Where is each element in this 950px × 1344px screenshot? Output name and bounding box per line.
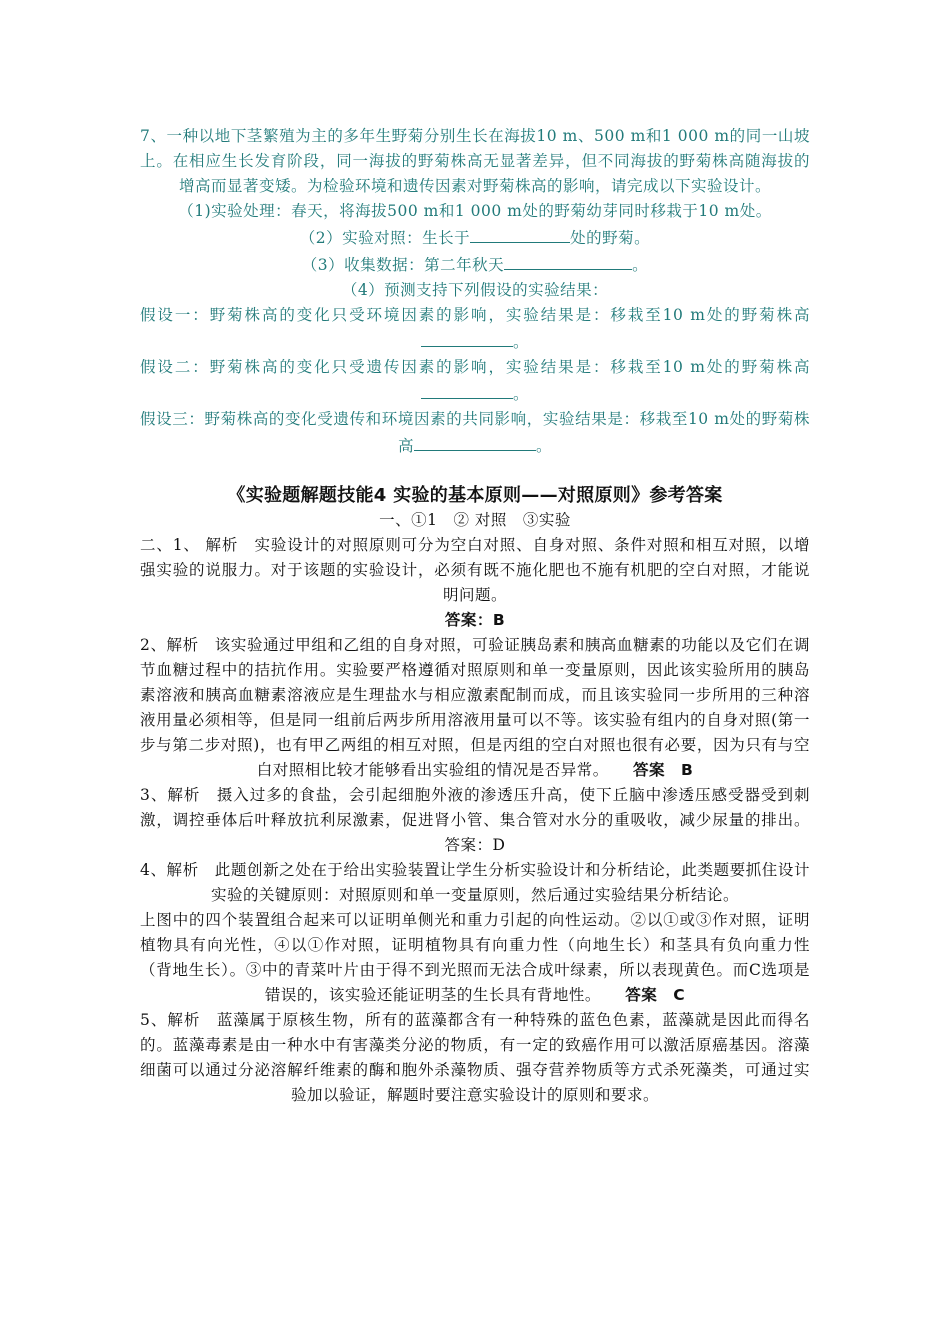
question-7-step-4: （4）预测支持下列假设的实验结果： bbox=[341, 281, 609, 299]
answer-title: 《实验题解题技能4 实验的基本原则——对照原则》参考答案 bbox=[227, 485, 723, 506]
document-page bbox=[140, 124, 810, 1108]
answer-2: 2、解析 该实验通过甲组和乙组的自身对照，可验证胰岛素和胰高血糖素的功能以及它们在调节血糖过程中的拮抗作用。实验要严格遵循对照原则和单一变量原则，因此该实验所用的胰岛素溶液和胰高血糖素溶液应是生理盐水与相应激素配制而成，而且该实验同一步所用的三种溶液用量必须相等，但是同一组前后两步所用溶液用量可以不等。该实验有组内的自身对照(第一步与第二步对照)，也有甲乙两组的相互对照，但是丙组的空白对照也很有必要，因为只有与空白对照相比较才能够看出实验组的情况是否异常。 答案 B bbox=[140, 636, 810, 779]
hypothesis-2: 假设二：野菊株高的变化只受遗传因素的影响，实验结果是：移栽至10 m处的野菊株高。 bbox=[140, 358, 810, 403]
question-7-step-1: （1)实验处理：春天，将海拔500 m和1 000 m处的野菊幼芽同时移栽于10 m处。 bbox=[178, 202, 772, 220]
answer-section bbox=[140, 483, 810, 1108]
blank-hypothesis-3[interactable] bbox=[414, 432, 536, 451]
answer-2-key: 答案 B bbox=[632, 761, 694, 779]
question-7-step-2: （2）实验对照：生长于 处的野菊。 bbox=[140, 224, 810, 251]
answer-1: 二、1、 解析 实验设计的对照原则可分为空白对照、自身对照、条件对照和相互对照，以增强实验的说服力。对于该题的实验设计，必须有既不施化肥也不施有机肥的空白对照，才能说明问题。 bbox=[140, 536, 810, 604]
answer-4-key: 答案 C bbox=[625, 986, 686, 1004]
answer-3: 3、解析 摄入过多的食盐，会引起细胞外液的渗透压升高，使下丘脑中渗透压感受器受到刺激，调控垂体后叶释放抗利尿激素，促进肾小管、集合管对水分的重吸收，减少尿量的排出。答案：D bbox=[140, 786, 810, 854]
hypothesis-3: 假设三：野菊株高的变化受遗传和环境因素的共同影响，实验结果是：移栽至10 m处的野菊株高 。 bbox=[140, 410, 810, 455]
answer-5: 5、解析 蓝藻属于原核生物，所有的蓝藻都含有一种特殊的蓝色色素，蓝藻就是因此而得名的。蓝藻毒素是由一种水中有害藻类分泌的物质，有一定的致癌作用可以激活原癌基因。溶藻细菌可以通过分泌溶解纤维素的酶和胞外杀藻物质、强夺营养物质等方式杀死藻类，可通过实验加以验证，解题时要注意实验设计的原则和要求。 bbox=[140, 1011, 810, 1104]
answer-4: 4、解析 此题创新之处在于给出实验装置让学生分析实验设计和分析结论，此类题要抓住设计实验的关键原则：对照原则和单一变量原则，然后通过实验结果分析结论。 bbox=[140, 861, 810, 904]
answer-part-1: 一、①1 ② 对照 ③实验 bbox=[379, 511, 571, 529]
blank-hypothesis-1[interactable] bbox=[421, 328, 513, 347]
hypothesis-1: 假设一：野菊株高的变化只受环境因素的影响，实验结果是：移栽至10 m处的野菊株高。 bbox=[140, 306, 810, 351]
blank-data[interactable] bbox=[504, 251, 632, 270]
question-7-step-3: （3）收集数据：第二年秋天 。 bbox=[140, 251, 810, 278]
blank-control[interactable] bbox=[470, 224, 570, 243]
answer-4-continued: 上图中的四个装置组合起来可以证明单侧光和重力引起的向性运动。②以①或③作对照，证明植物具有向光性，④以①作对照，证明植物具有向重力性（向地生长）和茎具有负向重力性（背地生长）。③中的青菜叶片由于得不到光照而无法合成叶绿素，所以表现黄色。而C选项是错误的，该实验还能证明茎的生长具有背地性。 答案 C bbox=[140, 911, 810, 1004]
question-7 bbox=[140, 124, 810, 459]
answer-1-key: 答案：B bbox=[444, 611, 506, 629]
blank-hypothesis-2[interactable] bbox=[421, 380, 513, 399]
question-7-intro: 7、一种以地下茎繁殖为主的多年生野菊分别生长在海拔10 m、500 m和1 000 m的同一山坡上。在相应生长发育阶段，同一海拔的野菊株高无显著差异，但不同海拔的野菊株高随海拔的增高而显著变矮。为检验环境和遗传因素对野菊株高的影响，请完成以下实验设计。 bbox=[140, 127, 810, 195]
